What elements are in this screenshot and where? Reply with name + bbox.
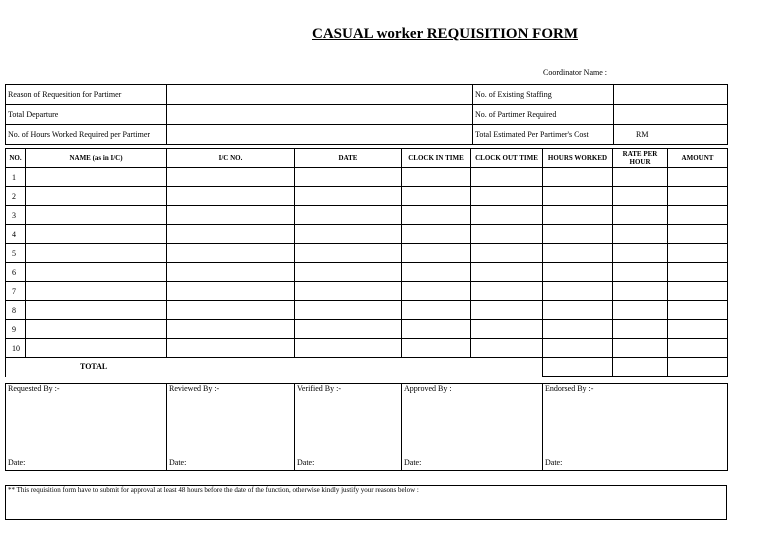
table-cell[interactable] xyxy=(402,206,471,225)
header-date: DATE xyxy=(295,149,402,168)
row-number: 3 xyxy=(6,206,26,225)
table-cell[interactable] xyxy=(26,168,167,187)
table-cell[interactable] xyxy=(167,187,295,206)
table-cell[interactable] xyxy=(26,244,167,263)
table-cell[interactable] xyxy=(543,168,613,187)
row-number: 4 xyxy=(6,225,26,244)
table-cell[interactable] xyxy=(471,225,543,244)
table-cell[interactable] xyxy=(295,301,402,320)
total-spacer xyxy=(402,358,471,377)
table-cell[interactable] xyxy=(167,339,295,358)
table-row xyxy=(6,225,728,244)
table-cell[interactable] xyxy=(26,206,167,225)
hours-field[interactable] xyxy=(167,125,473,145)
total-cell[interactable] xyxy=(543,358,613,377)
approval-note[interactable]: ** This requisition form have to submit for approval at least 48 hours before the date of the function, otherwise kindly justify your reasons below : xyxy=(6,486,727,520)
table-cell[interactable] xyxy=(613,282,668,301)
table-cell[interactable] xyxy=(668,263,728,282)
row-number: 10 xyxy=(6,339,26,358)
table-cell[interactable] xyxy=(295,263,402,282)
table-row xyxy=(6,244,728,263)
table-cell[interactable] xyxy=(471,263,543,282)
existing-staffing-label: No. of Existing Staffing xyxy=(473,85,614,105)
worker-table xyxy=(5,148,728,377)
table-cell[interactable] xyxy=(26,225,167,244)
table-cell[interactable] xyxy=(295,225,402,244)
table-cell[interactable] xyxy=(471,320,543,339)
table-row xyxy=(6,187,728,206)
table-cell[interactable] xyxy=(543,301,613,320)
total-spacer xyxy=(471,358,543,377)
table-row xyxy=(6,320,728,339)
total-row xyxy=(6,358,728,377)
table-cell[interactable] xyxy=(295,339,402,358)
table-cell[interactable] xyxy=(471,206,543,225)
note-table xyxy=(5,485,727,520)
row-number: 1 xyxy=(6,168,26,187)
verified-date-label: Date: xyxy=(297,458,315,467)
table-cell[interactable] xyxy=(543,225,613,244)
row-number: 7 xyxy=(6,282,26,301)
table-cell[interactable] xyxy=(26,301,167,320)
table-cell[interactable] xyxy=(543,206,613,225)
table-cell[interactable] xyxy=(613,225,668,244)
table-cell[interactable] xyxy=(668,187,728,206)
table-cell[interactable] xyxy=(668,320,728,339)
table-cell[interactable] xyxy=(402,282,471,301)
row-number: 5 xyxy=(6,244,26,263)
total-label: TOTAL xyxy=(80,362,108,371)
existing-staffing-field[interactable] xyxy=(614,85,728,105)
reviewed-date-label: Date: xyxy=(169,458,187,467)
estimated-cost-field[interactable] xyxy=(614,125,728,145)
table-cell[interactable] xyxy=(668,282,728,301)
coordinator-name-label: Coordinator Name : xyxy=(543,68,607,77)
table-cell[interactable] xyxy=(26,282,167,301)
table-cell[interactable] xyxy=(613,339,668,358)
table-cell[interactable] xyxy=(613,263,668,282)
table-cell[interactable] xyxy=(471,244,543,263)
hours-label: No. of Hours Worked Required per Partimer xyxy=(6,125,167,145)
endorsed-by-label: Endorsed By :- xyxy=(545,384,594,393)
reviewed-by-cell[interactable] xyxy=(167,384,295,471)
partimer-required-field[interactable] xyxy=(614,105,728,125)
table-cell[interactable] xyxy=(613,301,668,320)
table-row xyxy=(6,339,728,358)
table-cell[interactable] xyxy=(402,187,471,206)
table-cell[interactable] xyxy=(543,263,613,282)
table-cell[interactable] xyxy=(167,168,295,187)
table-cell[interactable] xyxy=(402,244,471,263)
table-cell[interactable] xyxy=(402,225,471,244)
table-cell[interactable] xyxy=(295,244,402,263)
endorsed-date-label: Date: xyxy=(545,458,563,467)
total-cell[interactable] xyxy=(668,358,728,377)
table-cell[interactable] xyxy=(402,263,471,282)
table-cell[interactable] xyxy=(26,187,167,206)
table-cell[interactable] xyxy=(613,206,668,225)
table-cell[interactable] xyxy=(167,301,295,320)
header-no: NO. xyxy=(6,149,26,168)
table-cell[interactable] xyxy=(295,168,402,187)
table-row xyxy=(6,206,728,225)
total-spacer xyxy=(295,358,402,377)
table-cell[interactable] xyxy=(167,206,295,225)
approved-by-label: Approved By : xyxy=(404,384,452,393)
table-cell[interactable] xyxy=(613,320,668,339)
verified-by-cell[interactable] xyxy=(295,384,402,471)
header-amount: AMOUNT xyxy=(668,149,728,168)
table-cell[interactable] xyxy=(402,320,471,339)
table-cell[interactable] xyxy=(167,282,295,301)
row-number: 8 xyxy=(6,301,26,320)
table-cell[interactable] xyxy=(167,225,295,244)
table-row xyxy=(6,301,728,320)
header-name: NAME (as in I/C) xyxy=(26,149,167,168)
row-number: 6 xyxy=(6,263,26,282)
approved-by-cell[interactable] xyxy=(402,384,543,471)
table-cell[interactable] xyxy=(543,339,613,358)
table-cell[interactable] xyxy=(26,339,167,358)
table-row xyxy=(6,263,728,282)
table-cell[interactable] xyxy=(613,168,668,187)
table-cell[interactable] xyxy=(668,339,728,358)
table-cell[interactable] xyxy=(295,206,402,225)
table-cell[interactable] xyxy=(613,187,668,206)
verified-by-label: Verified By :- xyxy=(297,384,341,393)
header-clock-out: CLOCK OUT TIME xyxy=(471,149,543,168)
table-cell[interactable] xyxy=(402,168,471,187)
table-cell[interactable] xyxy=(295,320,402,339)
total-spacer xyxy=(167,358,295,377)
table-cell[interactable] xyxy=(167,244,295,263)
table-cell[interactable] xyxy=(402,339,471,358)
table-row xyxy=(6,168,728,187)
partimer-required-label: No. of Partimer Required xyxy=(473,105,614,125)
table-cell[interactable] xyxy=(668,301,728,320)
signature-table xyxy=(5,383,728,471)
approved-date-label: Date: xyxy=(404,458,422,467)
estimated-cost-label: Total Estimated Per Partimer's Cost xyxy=(473,125,614,145)
table-cell[interactable] xyxy=(543,187,613,206)
table-cell[interactable] xyxy=(471,339,543,358)
form-title: CASUAL worker REQUISITION FORM xyxy=(312,26,578,42)
table-cell[interactable] xyxy=(543,244,613,263)
row-number: 9 xyxy=(6,320,26,339)
requested-by-label: Requested By :- xyxy=(8,384,60,393)
endorsed-by-cell[interactable] xyxy=(543,384,728,471)
row-number: 2 xyxy=(6,187,26,206)
table-cell[interactable] xyxy=(668,168,728,187)
header-hours-worked: HOURS WORKED xyxy=(543,149,613,168)
total-departure-field[interactable] xyxy=(167,105,473,125)
table-cell[interactable] xyxy=(295,282,402,301)
table-cell[interactable] xyxy=(613,244,668,263)
header-ic-no: I/C NO. xyxy=(167,149,295,168)
total-cell[interactable] xyxy=(613,358,668,377)
table-cell[interactable] xyxy=(543,282,613,301)
table-cell[interactable] xyxy=(471,301,543,320)
total-spacer xyxy=(6,358,26,377)
table-row xyxy=(6,282,728,301)
table-cell[interactable] xyxy=(471,168,543,187)
table-cell[interactable] xyxy=(471,187,543,206)
header-clock-in: CLOCK IN TIME xyxy=(402,149,471,168)
table-cell[interactable] xyxy=(167,320,295,339)
table-cell[interactable] xyxy=(668,206,728,225)
reviewed-by-label: Reviewed By :- xyxy=(169,384,220,393)
table-cell[interactable] xyxy=(402,301,471,320)
table-cell[interactable] xyxy=(471,282,543,301)
table-cell[interactable] xyxy=(26,263,167,282)
requested-by-cell[interactable] xyxy=(6,384,167,471)
total-departure-label: Total Departure xyxy=(6,105,167,125)
info-table xyxy=(5,84,728,145)
header-rate-per-hour: RATE PER HOUR xyxy=(613,149,668,168)
table-cell[interactable] xyxy=(26,320,167,339)
reason-label: Reason of Requesition for Partimer xyxy=(6,85,167,105)
table-cell[interactable] xyxy=(543,320,613,339)
table-cell[interactable] xyxy=(668,225,728,244)
table-cell[interactable] xyxy=(668,244,728,263)
reason-field[interactable] xyxy=(167,85,473,105)
table-cell[interactable] xyxy=(295,187,402,206)
currency-label: RM xyxy=(636,130,649,139)
requested-date-label: Date: xyxy=(8,458,26,467)
table-cell[interactable] xyxy=(167,263,295,282)
